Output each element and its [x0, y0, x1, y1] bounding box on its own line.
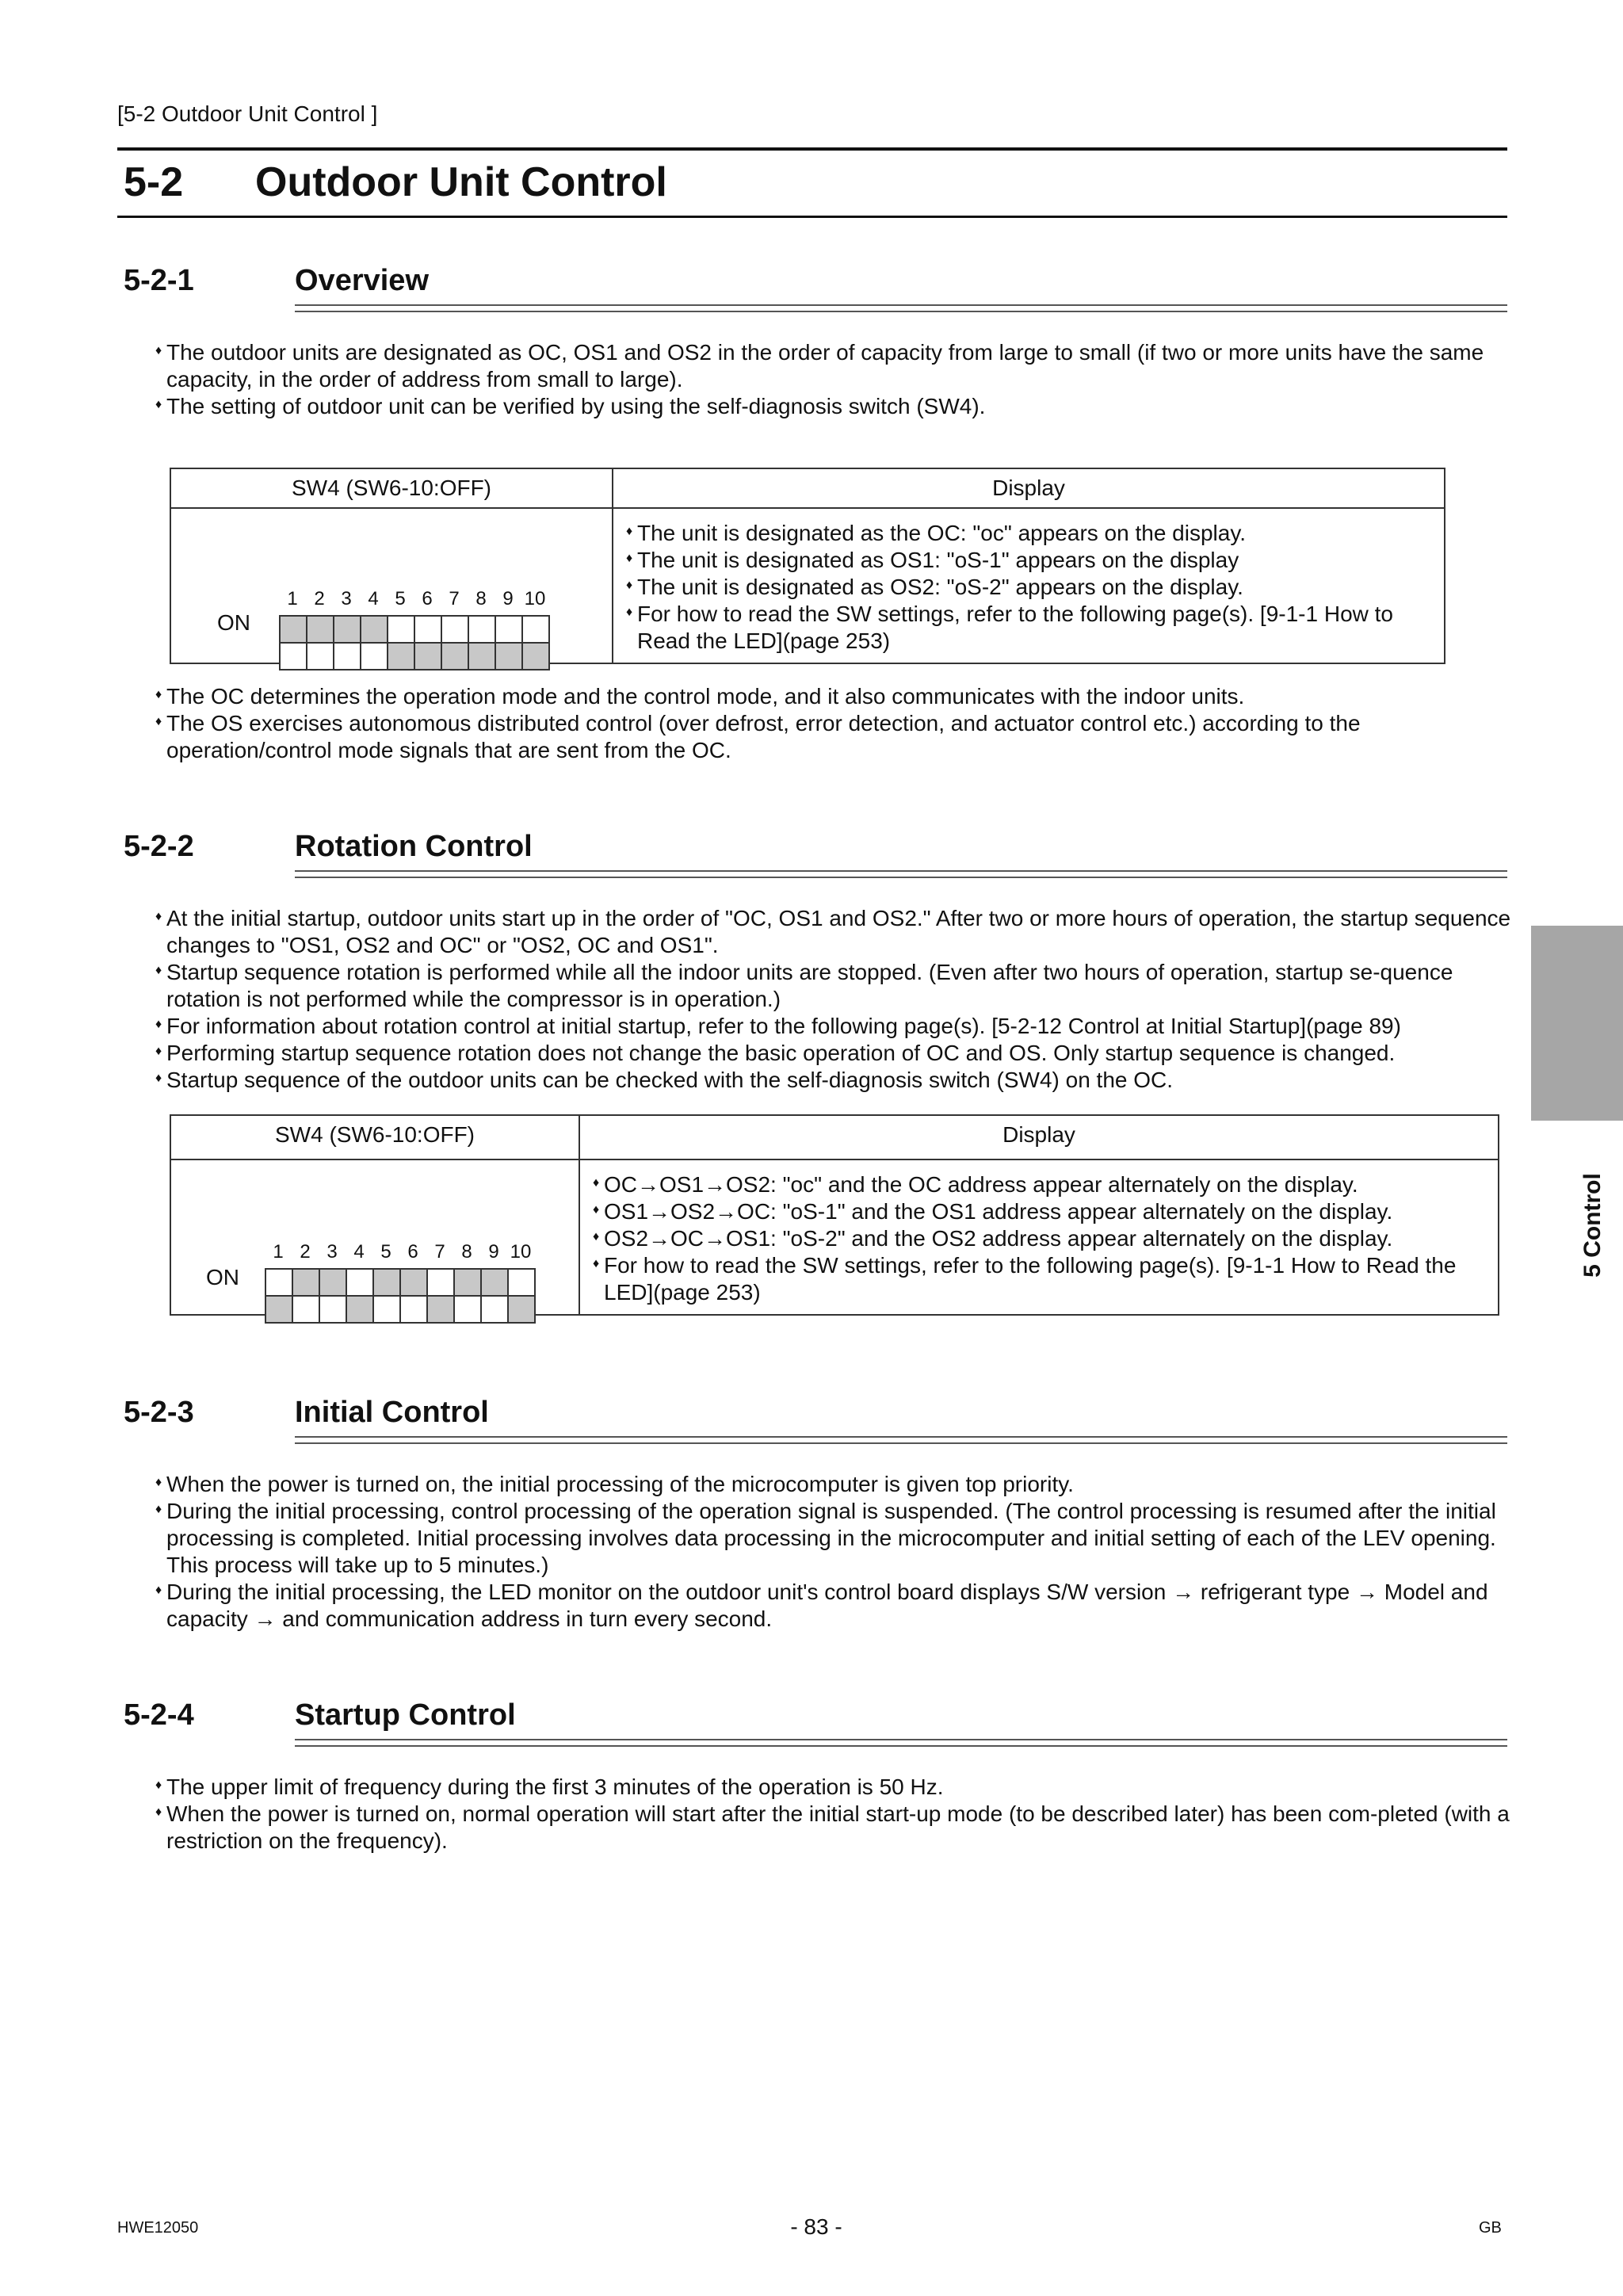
bullet-item: ♦ Performing startup sequence rotation does not change the basic operation of OC and OS. Only startup sequence is changed. [155, 1040, 1512, 1067]
header-rule [117, 147, 1507, 151]
switch-number: 1 [273, 1241, 284, 1263]
bullet-item: ♦ During the initial processing, the LED monitor on the outdoor unit's control board displays S/W version → refrigerant type → Model and capacity → and communication address in turn every second. [155, 1579, 1512, 1633]
display-cell [613, 508, 1445, 663]
switch-number: 2 [314, 588, 325, 609]
dip-cell-bottom-9 [496, 644, 523, 670]
switch-number: 1 [287, 588, 298, 609]
switch-number: 9 [488, 1241, 499, 1263]
dip-cell-bottom-2 [307, 644, 334, 670]
dip-cell-top-7 [442, 617, 469, 644]
dip-cell-bottom-7 [428, 1297, 455, 1324]
dip-cell-top-10 [523, 617, 550, 644]
display-item: ♦ For how to read the SW settings, refer to the following page(s). [9-1-1 How to Read the LED](page 253) [593, 1252, 1485, 1306]
page-number: - 83 - [790, 2214, 842, 2239]
switch-number: 10 [510, 1241, 532, 1263]
switch-cell [170, 1159, 579, 1315]
dip-cell-top-1 [281, 617, 307, 644]
switch-number: 4 [353, 1241, 365, 1263]
section-bullets [155, 683, 1512, 764]
dip-cell-bottom-10 [509, 1297, 536, 1324]
display-item: ♦ The unit is designated as OS2: "oS-2" appears on the display. [626, 574, 1431, 601]
dip-switch-diagram [265, 1268, 536, 1324]
dip-cell-top-6 [415, 617, 442, 644]
section-number: 5-2-1 [124, 264, 194, 297]
switch-number: 8 [475, 588, 487, 609]
display-item: ♦ The unit is designated as OS1: "oS-1" appears on the display [626, 547, 1431, 574]
dip-cell-top-4 [347, 1270, 374, 1297]
display-item: ♦ OS2→OC→OS1: "oS-2" and the OS2 address appear alternately on the display. [593, 1225, 1485, 1252]
footer-region: GB [1479, 2219, 1502, 2237]
dip-cell-top-3 [320, 1270, 347, 1297]
dip-cell-bottom-8 [455, 1297, 482, 1324]
dip-cell-bottom-4 [361, 644, 388, 670]
section-number: 5-2-3 [124, 1396, 194, 1429]
display-list [613, 509, 1444, 663]
switch-numbers [279, 588, 548, 610]
switch-number: 5 [395, 588, 406, 609]
dip-cell-bottom-5 [388, 644, 415, 670]
dip-cell-top-8 [455, 1270, 482, 1297]
section-title: Initial Control [295, 1396, 489, 1429]
switch-number: 2 [300, 1241, 311, 1263]
dip-cell-top-5 [388, 617, 415, 644]
dip-cell-bottom-2 [293, 1297, 320, 1324]
section-title: Startup Control [295, 1698, 516, 1732]
dip-cell-bottom-4 [347, 1297, 374, 1324]
section-bullets [155, 905, 1512, 1094]
bullet-item: ♦ The outdoor units are designated as OC, OS1 and OS2 in the order of capacity from large to small (if two or more units have the same capacity, in the order of address from small to large). [155, 339, 1512, 393]
bullet-item: ♦ During the initial processing, control processing of the operation signal is suspended. (The control processing is resumed after the initial processing is completed. Initial processing involves data processing in the microcomputer and initial setting of each of the LEV opening. This process will take up to 5 minutes.) [155, 1498, 1512, 1579]
switch-number: 7 [434, 1241, 445, 1263]
bullet-item: ♦ When the power is turned on, normal operation will start after the initial start-up mode (to be described later) has been com-pleted (with a restriction on the frequency). [155, 1801, 1512, 1855]
bullet-item: ♦ The OC determines the operation mode and the control mode, and it also communicates with the indoor units. [155, 683, 1512, 710]
section-number: 5-2-2 [124, 830, 194, 863]
table-header: SW4 (SW6-10:OFF) [170, 468, 613, 508]
dip-cell-top-1 [266, 1270, 293, 1297]
section-rule [295, 1739, 1507, 1747]
dip-cell-top-9 [482, 1270, 509, 1297]
display-item: ♦ OS1→OS2→OC: "oS-1" and the OS1 address appear alternately on the display. [593, 1198, 1485, 1225]
chapter-number: 5-2 [124, 159, 184, 205]
dip-cell-bottom-9 [482, 1297, 509, 1324]
dip-cell-bottom-5 [374, 1297, 401, 1324]
bullet-item: ♦ For information about rotation control at initial startup, refer to the following page(s). [5-2-12 Control at Initial Startup](page 89) [155, 1013, 1512, 1040]
bullet-item: ♦ The setting of outdoor unit can be verified by using the self-diagnosis switch (SW4). [155, 393, 1512, 420]
dip-cell-top-2 [293, 1270, 320, 1297]
section-bullets [155, 339, 1512, 420]
switch-cell [170, 508, 613, 663]
title-rule [117, 216, 1507, 218]
dip-cell-bottom-6 [401, 1297, 428, 1324]
dip-cell-bottom-1 [281, 644, 307, 670]
dip-cell-bottom-6 [415, 644, 442, 670]
on-label: ON [217, 610, 250, 635]
switch-number: 8 [461, 1241, 472, 1263]
display-item: ♦ The unit is designated as the OC: "oc" appears on the display. [626, 520, 1431, 547]
switch-number: 10 [524, 588, 546, 609]
on-label: ON [206, 1265, 239, 1289]
dip-cell-bottom-8 [469, 644, 496, 670]
switch-number: 3 [327, 1241, 338, 1263]
section-title: Overview [295, 264, 429, 297]
dip-cell-top-4 [361, 617, 388, 644]
dip-switch-diagram [279, 615, 550, 670]
dip-cell-bottom-3 [334, 644, 361, 670]
dip-cell-top-8 [469, 617, 496, 644]
switch-numbers [265, 1241, 534, 1263]
switch-number: 6 [407, 1241, 418, 1263]
table-header: Display [579, 1115, 1499, 1159]
bullet-item: ♦ Startup sequence rotation is performed while all the indoor units are stopped. (Even after two hours of operation, startup se-quence rotation is not performed while the compressor is in operation.) [155, 959, 1512, 1013]
section-title: Rotation Control [295, 830, 533, 863]
section-bullets [155, 1471, 1512, 1633]
section-bullets [155, 1774, 1512, 1855]
bullet-item: ♦ The OS exercises autonomous distributed control (over defrost, error detection, and actuator control etc.) according to the operation/control mode signals that are sent from the OC. [155, 710, 1512, 764]
display-item: ♦ OC→OS1→OS2: "oc" and the OC address appear alternately on the display. [593, 1171, 1485, 1198]
bullet-item: ♦ At the initial startup, outdoor units start up in the order of "OC, OS1 and OS2." After two or more hours of operation, the startup sequence changes to "OS1, OS2 and OC" or "OS2, OC and OS1". [155, 905, 1512, 959]
dip-cell-top-3 [334, 617, 361, 644]
dip-cell-top-7 [428, 1270, 455, 1297]
bullet-item: ♦ Startup sequence of the outdoor units can be checked with the self-diagnosis switch (SW4) on the OC. [155, 1067, 1512, 1094]
chapter-tab [1531, 926, 1623, 1121]
breadcrumb: [5-2 Outdoor Unit Control ] [117, 101, 378, 126]
section-rule [295, 1436, 1507, 1444]
dip-cell-bottom-10 [523, 644, 550, 670]
dip-cell-top-2 [307, 617, 334, 644]
table-header: SW4 (SW6-10:OFF) [170, 1115, 579, 1159]
section-rule [295, 870, 1507, 878]
display-list [580, 1160, 1498, 1314]
section-number: 5-2-4 [124, 1698, 194, 1732]
dip-cell-top-9 [496, 617, 523, 644]
display-item: ♦ For how to read the SW settings, refer to the following page(s). [9-1-1 How to Read the LED](page 253) [626, 601, 1431, 655]
dip-cell-top-5 [374, 1270, 401, 1297]
section-rule [295, 304, 1507, 312]
dip-cell-bottom-3 [320, 1297, 347, 1324]
dip-cell-top-10 [509, 1270, 536, 1297]
footer-doc-code: HWE12050 [117, 2219, 199, 2237]
page-title: Outdoor Unit Control [255, 159, 667, 205]
sw4-table-rotation [170, 1114, 1499, 1316]
sw4-table-overview [170, 468, 1445, 664]
table-header: Display [613, 468, 1445, 508]
switch-number: 7 [449, 588, 460, 609]
switch-number: 4 [368, 588, 379, 609]
switch-number: 3 [341, 588, 352, 609]
switch-number: 9 [502, 588, 514, 609]
dip-cell-bottom-1 [266, 1297, 293, 1324]
dip-cell-top-6 [401, 1270, 428, 1297]
chapter-tab-label: 5 Control [1579, 1173, 1606, 1278]
bullet-item: ♦ The upper limit of frequency during the first 3 minutes of the operation is 50 Hz. [155, 1774, 1512, 1801]
bullet-item: ♦ When the power is turned on, the initial processing of the microcomputer is given top priority. [155, 1471, 1512, 1498]
switch-number: 5 [380, 1241, 391, 1263]
dip-cell-bottom-7 [442, 644, 469, 670]
switch-number: 6 [422, 588, 433, 609]
display-cell [579, 1159, 1499, 1315]
